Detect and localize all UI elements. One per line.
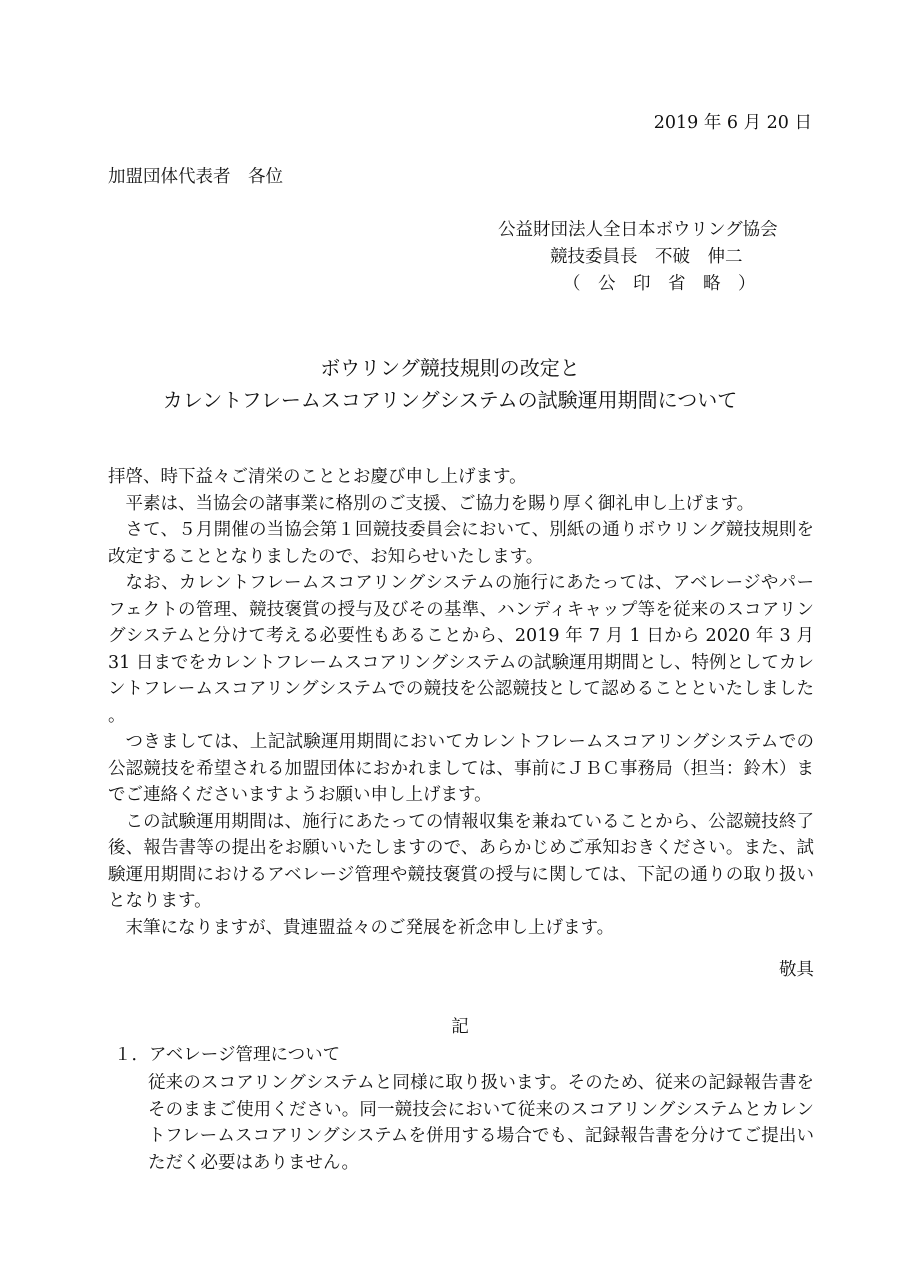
body-paragraph-4: つきましては、上記試験運用期間においてカレントフレームスコアリングシステムでの公認競技を希望される加盟団体におかれましては、事前にＪＢＣ事務局（担当：鈴木）までご連絡くださいますようお願い申し上げます。 [108, 732, 814, 805]
notes-heading: 記 [451, 1017, 469, 1037]
greeting-paragraph: 拝啓、時下益々ご清栄のこととお慶び申し上げます。 [108, 467, 527, 487]
body-paragraph-1: 平素は、当協会の諸事業に格別のご支援、ご協力を賜り厚く御礼申し上げます。 [125, 493, 755, 514]
document-title-line-1: ボウリング競技規則の改定と [320, 356, 580, 380]
sender-person: 競技委員長 不破 伸二 [550, 247, 743, 267]
body-paragraph-5: この試験運用期間は、施行にあたっての情報収集を兼ねていることから、公認競技終了後、報告書等の提出をお願いいたしますので、あらかじめご承知おきください。また、試験運用期間におけるアベレージ管理や競技褒賞の授与に関しては、下記の通りの取り扱いとなります。 [108, 811, 814, 911]
seal-omitted-note: （ 公 印 省 略 ） [563, 274, 756, 294]
body-paragraph-2: さて、５月開催の当協会第１回競技委員会において、別紙の通りボウリング競技規則を改定することとなりましたので、お知らせいたします。 [108, 520, 814, 567]
note-item-title: アベレージ管理について [149, 1045, 341, 1065]
note-item-paragraph: 従来のスコアリングシステムと同様に取り扱います。そのため、従来の記録報告書をそのままご使用ください。同一競技会において従来のスコアリングシステムとカレントフレームスコアリングシステムを併用する場合でも、記録報告書を分けてご提出いただく必要はありません。 [148, 1073, 814, 1173]
note-item-text [148, 1070, 814, 1176]
addressee: 加盟団体代表者 各位 [108, 167, 283, 187]
body-paragraph-3: なお、カレントフレームスコアリングシステムの施行にあたっては、アベレージやパーフェクトの管理、競技褒賞の授与及びその基準、ハンディキャップ等を従来のスコアリングシステムと分けて考える必要性もあることから、2019 年 7 月 1 日から 2020 年 3 月 31 日までをカレントフレームスコアリングシステムの試験運用期間とし、特例としてカレントフレームスコアリングシステムでの競技を公認競技として認めることといたしました。 [108, 573, 814, 726]
note-item-heading [114, 1043, 340, 1067]
note-item-number: １． [114, 1045, 149, 1065]
document-title-line-2: カレントフレームスコアリングシステムの試験運用期間について [162, 388, 738, 412]
body-paragraph-6: 末筆になりますが、貴連盟益々のご発展を祈念申し上げます。 [125, 917, 615, 938]
closing-phrase: 敬具 [779, 960, 814, 980]
sender-organization: 公益財団法人全日本ボウリング協会 [498, 220, 778, 240]
document-date: 2019 年 6 月 20 日 [653, 113, 812, 133]
letter-body [108, 464, 814, 941]
